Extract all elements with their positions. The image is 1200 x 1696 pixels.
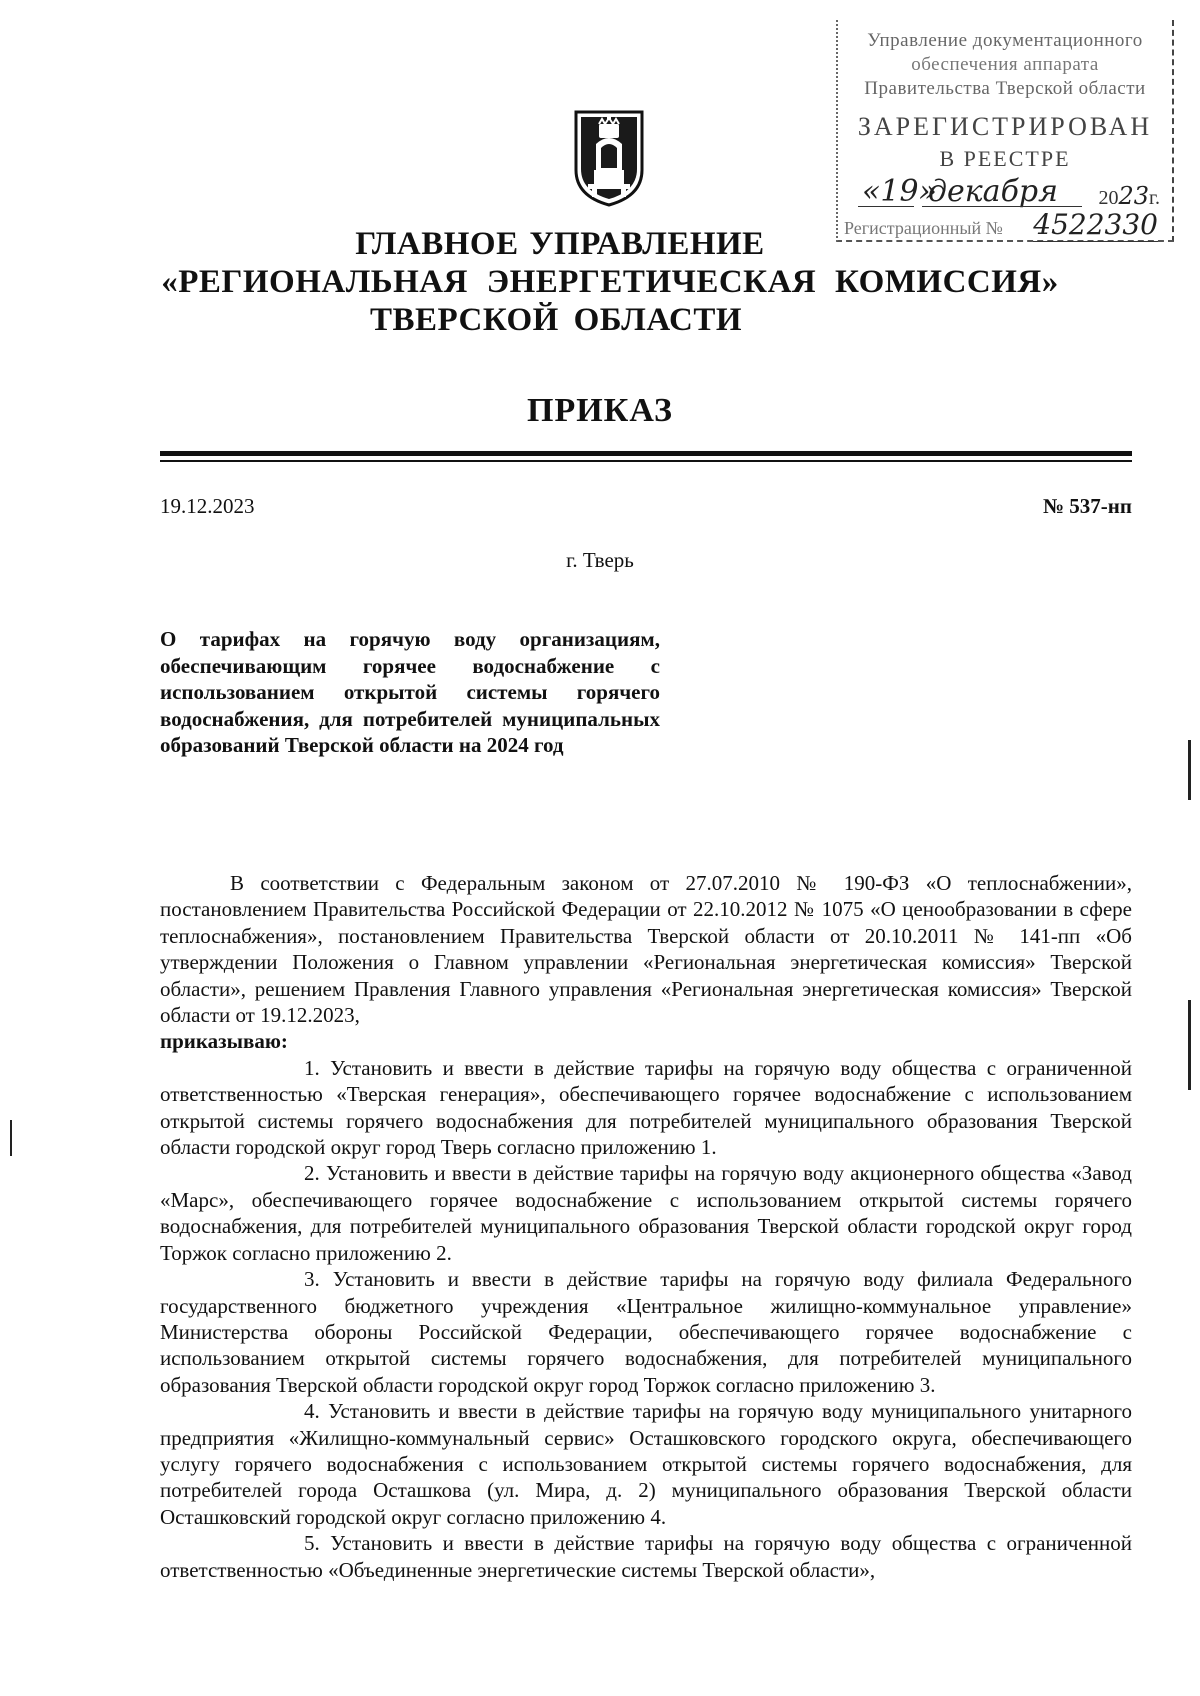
stamp-line-registry: В РЕЕСТРЕ xyxy=(939,146,1071,171)
org-title-line-3: ТВЕРСКОЙ ОБЛАСТИ xyxy=(369,302,743,338)
order-item-5: 5. Установить и ввести в действие тарифы на горячую воду общества с ограниченной ответственностью «Объединенные энергетические системы Тверской области», xyxy=(160,1531,1132,1582)
scan-edge-mark xyxy=(1188,1000,1191,1090)
stamp-year: 2023г. xyxy=(1098,182,1160,210)
org-title-line-1: ГЛАВНОЕ УПРАВЛЕНИЕ xyxy=(355,226,765,262)
scan-edge-mark xyxy=(1188,740,1191,800)
stamp-day-underline xyxy=(858,206,914,207)
stamp-reg-number: 4522330 xyxy=(1033,208,1158,241)
registration-stamp xyxy=(836,20,1174,242)
header-divider-thick xyxy=(160,451,1132,456)
order-city: г. Тверь xyxy=(566,548,634,572)
order-item-3: 3. Установить и ввести в действие тарифы на горячую воду филиала Федерального государственного бюджетного учреждения «Центральное жилищно-коммунальное управление» Министерства обороны Российской Федерации, обеспечивающего горячее водоснабжение с использованием открытой системы горячего водоснабжения, для потребителей муниципального образования Тверской области городской округ город Торжок согласно приложению 3. xyxy=(160,1267,1133,1397)
order-date: 19.12.2023 xyxy=(160,494,255,518)
stamp-line-government: Правительства Тверской области xyxy=(864,78,1146,99)
stamp-line-apparatus: обеспечения аппарата xyxy=(911,54,1099,75)
stamp-month-underline xyxy=(922,206,1082,207)
order-subject: О тарифах на горячую воду организациям, обеспечивающим горячее водоснабжение с использованием открытой системы горячего водоснабжения, для потребителей муниципальных образований Тверской области на 2024 год xyxy=(160,627,660,757)
stamp-month: декабря xyxy=(928,174,1058,209)
order-body xyxy=(160,870,1132,1583)
document-type-title: ПРИКАЗ xyxy=(527,392,673,429)
stamp-line-registered: ЗАРЕГИСТРИРОВАН xyxy=(857,112,1153,141)
order-word: приказываю: xyxy=(160,1029,288,1054)
org-title-line-2: «РЕГИОНАЛЬНАЯ ЭНЕРГЕТИЧЕСКАЯ КОМИССИЯ» xyxy=(161,264,1059,300)
order-item-2: 2. Установить и ввести в действие тарифы на горячую воду акционерного общества «Завод «Марс», обеспечивающего горячее водоснабжение с использованием открытой системы горячего водоснабжения, для потребителей муниципального образования Тверской области городской округ город Торжок согласно приложению 2. xyxy=(160,1161,1132,1265)
stamp-day: «19» xyxy=(862,174,937,209)
stamp-reg-label: Регистрационный № xyxy=(844,218,1003,238)
stamp-line-department: Управление документационного xyxy=(867,30,1143,51)
order-item-4: 4. Установить и ввести в действие тарифы на горячую воду муниципального унитарного предприятия «Жилищно-коммунальный сервис» Осташковского городского округа, обеспечивающего услугу горячего водоснабжения с использованием открытой системы горячего водоснабжения, для потребителей города Осташкова (ул. Мира, д. 2) муниципального образования Тверской области Осташковский городской округ согласно приложению 4. xyxy=(160,1399,1133,1529)
order-number: № 537-нп xyxy=(1042,494,1132,518)
scan-edge-mark xyxy=(10,1120,12,1156)
header-divider-thin xyxy=(160,460,1132,462)
preamble-paragraph: В соответствии с Федеральным законом от 27.07.2010 № 190-ФЗ «О теплоснабжении», постановлением Правительства Российской Федерации от 22.10.2012 № 1075 «О ценообразовании в сфере теплоснабжения», постановлением Правительства Тверской области от 20.10.2011 № 141-пп «Об утверждении Положения о Главном управлении «Региональная энергетическая комиссия» Тверской области», решением Правления Главного управления «Региональная энергетическая комиссия» Тверской области от 19.12.2023, xyxy=(160,871,1132,1028)
order-item-1: 1. Установить и ввести в действие тарифы на горячую воду общества с ограниченной ответственностью «Тверская генерация», обеспечивающего горячее водоснабжение с использованием открытой системы горячего водоснабжения для потребителей муниципального образования Тверской области городской округ город Тверь согласно приложению 1. xyxy=(160,1055,1132,1160)
coat-of-arms-icon xyxy=(572,108,646,208)
